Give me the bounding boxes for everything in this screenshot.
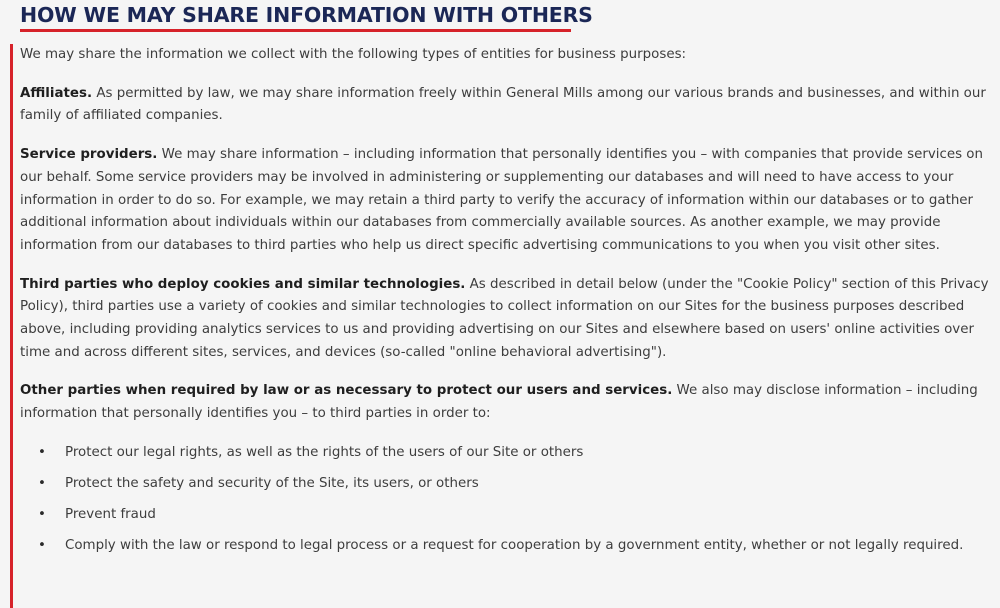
service-providers-title: Service providers. [20,147,158,163]
section-heading: HOW WE MAY SHARE INFORMATION WITH OTHERS [20,3,593,27]
service-providers-text: We may share information – including information that personally identifies you – with companies that provide services on our behalf. Some service providers may be involved in administering or supplementing our databases and will need to have access to your information in order to do so. For example, we may retain a third party to verify the accuracy of information within our databases or to gather additional information about individuals within our databases from commercially available sources. As another example, we may provide information from our databases to third parties who help us direct specific advertising communications to you when you visit other sites. [20,147,983,253]
list-item-text: Prevent fraud [65,506,156,522]
disclosure-reasons-list [20,442,990,558]
list-item-text: Protect our legal rights, as well as the rights of the users of our Site or others [65,444,584,460]
affiliates-paragraph [20,83,990,128]
list-item [20,504,990,527]
other-parties-paragraph [20,380,990,425]
list-item-text: Protect the safety and security of the Site, its users, or others [65,475,479,491]
cookies-paragraph [20,274,990,365]
intro-paragraph: We may share the information we collect with the following types of entities for business purposes: [20,47,687,62]
affiliates-text: As permitted by law, we may share information freely within General Mills among our various brands and businesses, and within our family of affiliated companies. [20,85,986,124]
policy-content [10,44,990,608]
cookies-title: Third parties who deploy cookies and similar technologies. [20,276,466,292]
cookies-text: As described in detail below (under the "Cookie Policy" section of this Privacy Policy), third parties use a variety of cookies and similar technologies to collect information on our Sites for the business purposes described above, including providing analytics services to us and providing advertising on our Sites and elsewhere based on users' online activities over time and across different sites, services, and devices (so-called "online behavioral advertising"). [20,276,989,360]
bullet-icon: • [38,475,46,491]
bullet-icon: • [38,444,46,460]
service-providers-paragraph [20,144,990,258]
list-item [20,535,990,558]
list-item [20,442,990,465]
other-parties-title: Other parties when required by law or as necessary to protect our users and services. [20,383,673,399]
affiliates-title: Affiliates. [20,85,93,101]
heading-underline [20,29,571,32]
list-item [20,473,990,496]
section-heading-block [20,1,593,32]
list-item-text: Comply with the law or respond to legal process or a request for cooperation by a government entity, whether or not legally required. [65,537,964,553]
other-parties-text: We also may disclose information – including information that personally identifies you – to third parties in order to: [20,383,978,422]
bullet-icon: • [38,506,46,522]
bullet-icon: • [38,537,46,553]
